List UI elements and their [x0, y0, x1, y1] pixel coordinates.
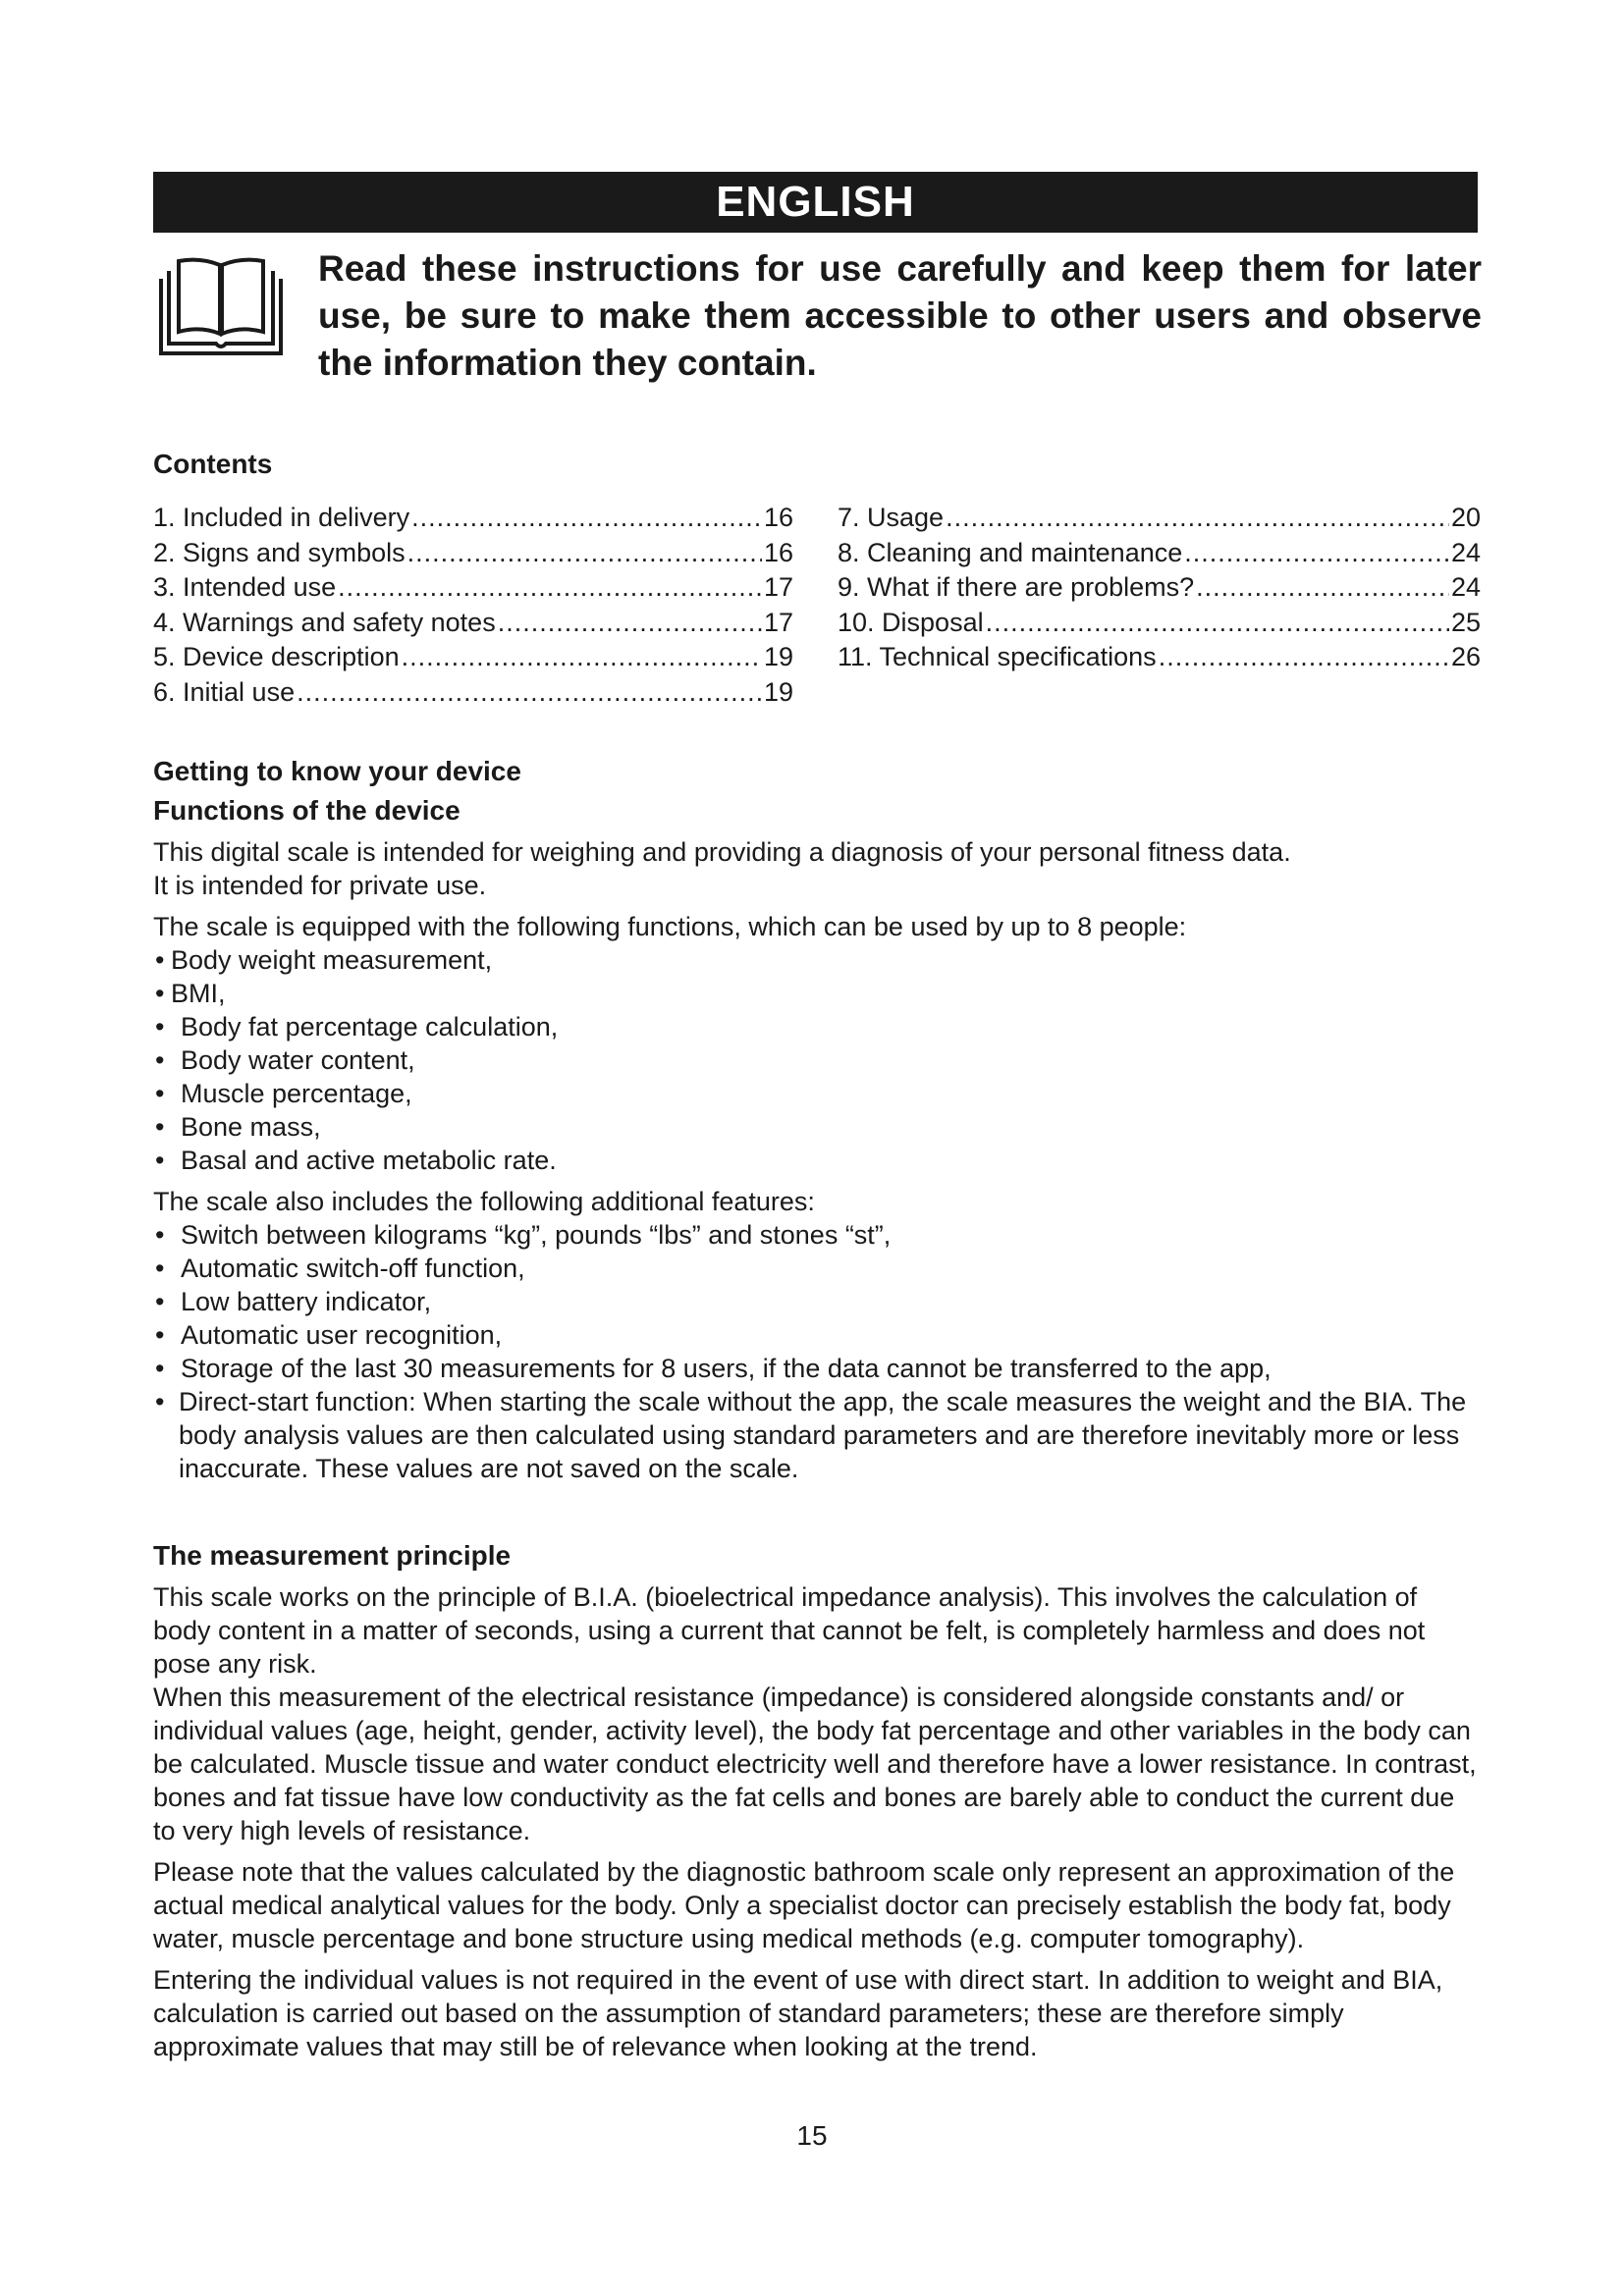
toc-item-page: 19 [763, 642, 793, 671]
toc-item[interactable] [838, 570, 1481, 606]
toc-item[interactable] [838, 606, 1481, 641]
functions-lead-text: The scale is equipped with the following functions, which can be used by up to 8 people: [153, 912, 1187, 941]
functions-intro-text: This digital scale is intended for weighing and providing a diagnosis of your personal fitness data. [153, 837, 1291, 867]
toc-item-label: 11. Technical specifications [838, 642, 1157, 671]
toc-item-page: 16 [763, 503, 793, 532]
toc-item-label: 3. Intended use [153, 572, 337, 602]
list-item: • Automatic switch-off function, [153, 1252, 1481, 1285]
page-number: 15 [796, 2120, 828, 2151]
toc-item-page: 17 [763, 572, 793, 602]
toc-item[interactable] [153, 501, 793, 536]
functions-list [153, 943, 1481, 1177]
toc-item-page: 19 [763, 676, 793, 707]
toc-item[interactable] [153, 640, 793, 675]
list-item: • Switch between kilograms “kg”, pounds “lbs” and stones “st”, [153, 1218, 1481, 1252]
list-item: • Low battery indicator, [153, 1285, 1481, 1318]
contents-heading: Contents [153, 449, 273, 479]
toc-item-page: 16 [763, 537, 793, 567]
toc-item-label: 2. Signs and symbols [153, 537, 406, 567]
functions-subheading: Functions of the device [153, 795, 460, 826]
list-item: • BMI, [153, 977, 1481, 1010]
list-item: • Storage of the last 30 measurements for 8 users, if the data cannot be transferred to the app, [153, 1352, 1481, 1385]
toc-item-label: 10. Disposal [838, 607, 984, 637]
toc-item[interactable] [838, 536, 1481, 571]
list-item: • Body water content, [153, 1043, 1481, 1077]
banner-title: ENGLISH [716, 178, 915, 226]
measurement-paragraph: This scale works on the principle of B.I.A. (bioelectrical impedance analysis). This involves the calculation of body content in a matter of seconds, using a current that cannot be felt, is completely harmless and does not pose any risk. [153, 1582, 1426, 1679]
measurement-section [153, 1580, 1481, 2063]
toc-item[interactable] [838, 501, 1481, 536]
toc-item-page: 25 [1450, 607, 1481, 637]
intro-instructions: Read these instructions for use carefully and keep them for later use, be sure to make them accessible to other users and observe the information they contain. [318, 248, 1482, 383]
toc-item[interactable] [153, 570, 793, 606]
list-item: • Muscle percentage, [153, 1077, 1481, 1110]
toc-item[interactable] [153, 675, 793, 711]
toc-item[interactable] [153, 536, 793, 571]
measurement-paragraph: Please note that the values calculated by the diagnostic bathroom scale only represent an approximation of the actual medical analytical values for the body. Only a specialist doctor can precisely establish the body fat, body water, muscle percentage and bone structure using medical methods (e.g. computer tomography). [153, 1857, 1455, 1953]
toc-item-page: 20 [1450, 503, 1481, 532]
toc-item-label: 9. What if there are problems? [838, 572, 1195, 602]
features-list [153, 1218, 1481, 1485]
toc-item-label: 4. Warnings and safety notes [153, 607, 496, 637]
list-item: • Direct-start function: When starting the scale without the app, the scale measures the weight and the BIA. The body analysis values are then calculated using standard parameters and are therefore inevitably more or less inaccurate. These values are not saved on the scale. [153, 1385, 1481, 1485]
toc-item-page: 24 [1450, 572, 1481, 602]
toc-item-page: 26 [1450, 642, 1481, 671]
toc-right-column [838, 501, 1481, 675]
book-icon [157, 253, 285, 357]
list-item: • Bone mass, [153, 1110, 1481, 1144]
toc-item-label: 1. Included in delivery [153, 503, 410, 532]
measurement-paragraph: When this measurement of the electrical resistance (impedance) is considered alongside constants and/ or individual values (age, height, gender, activity level), the body fat percentage and other variables in the body can be calculated. Muscle tissue and water conduct electricity well and therefore have a lower resistance. In contrast, bones and fat tissue have low conductivity as the fat cells and bones are barely able to conduct the current due to very high levels of resistance. [153, 1682, 1477, 1845]
toc-item[interactable] [838, 640, 1481, 675]
toc-item[interactable] [153, 606, 793, 641]
toc-item-page: 17 [763, 607, 793, 637]
private-use-text: It is intended for private use. [153, 871, 487, 900]
toc-item-page: 24 [1450, 537, 1481, 567]
functions-section [153, 835, 1481, 1485]
measurement-heading: The measurement principle [153, 1540, 512, 1571]
list-item: • Body fat percentage calculation, [153, 1010, 1481, 1043]
toc-left-column [153, 501, 793, 710]
measurement-paragraph: Entering the individual values is not required in the event of use with direct start. In addition to weight and BIA, calculation is carried out based on the assumption of standard parameters; these are therefore simply approximate values that may still be of relevance when looking at the trend. [153, 1965, 1443, 2061]
features-lead-text: The scale also includes the following additional features: [153, 1187, 815, 1216]
list-item: • Automatic user recognition, [153, 1318, 1481, 1352]
toc-item-label: 6. Initial use [153, 676, 296, 707]
toc-item-label: 5. Device description [153, 642, 400, 671]
list-item: • Body weight measurement, [153, 943, 1481, 977]
list-item: • Basal and active metabolic rate. [153, 1144, 1481, 1177]
toc-item-label: 8. Cleaning and maintenance [838, 537, 1183, 567]
toc-item-label: 7. Usage [838, 503, 945, 532]
getting-to-know-heading: Getting to know your device [153, 756, 521, 786]
language-banner [153, 172, 1478, 233]
